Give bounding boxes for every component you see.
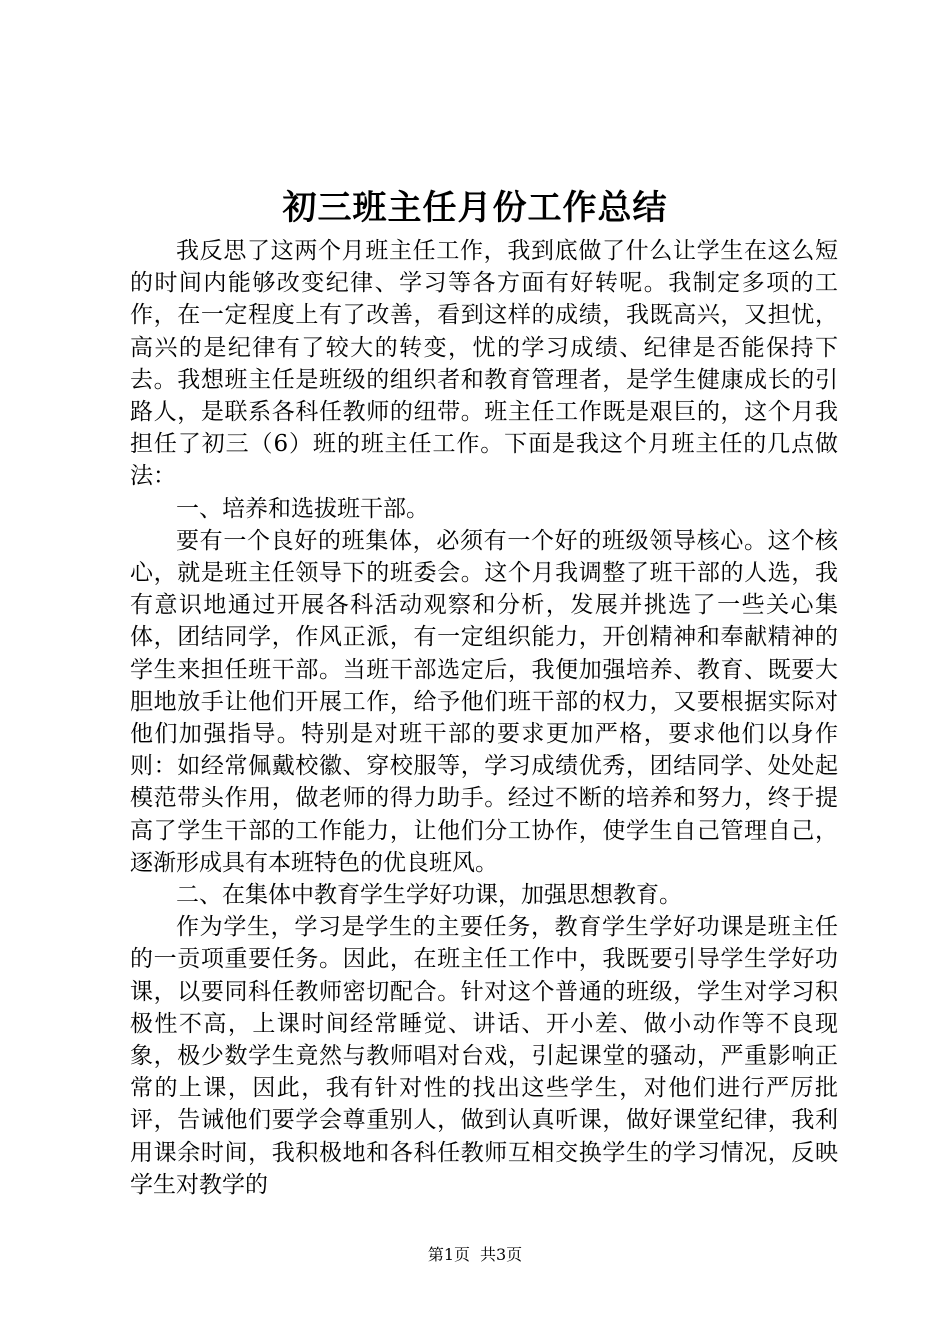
document-title: 初三班主任月份工作总结 xyxy=(282,188,668,228)
paragraph-section-1: 要有一个良好的班集体，必须有一个好的班级领导核心。这个核心，就是班主任领导下的班委会。这个月我调整了班干部的人选，我有意识地通过开展各科活动观察和分析，发展并挑选了一些关心集体，团结同学，作风正派，有一定组织能力，开创精神和奉献精神的学生来担任班干部。当班干部选定后，我便加强培养、教育、既要大胆地放手让他们开展工作，给予他们班干部的权力，又要根据实际对他们加强指导。特别是对班干部的要求更加严格，要求他们以身作则：如经常佩戴校徽、穿校服等，学习成绩优秀，团结同学、处处起模范带头作用，做老师的得力助手。经过不断的培养和努力，终于提高了学生干部的工作能力，让他们分工协作，使学生自己管理自己，逐渐形成具有本班特色的优良班风。 xyxy=(130,527,838,876)
document-body xyxy=(130,235,838,1201)
page-footer xyxy=(0,1244,950,1266)
page-total: 共3页 xyxy=(480,1245,523,1264)
section-heading-1: 一、培养和选拔班干部。 xyxy=(176,495,429,522)
section-heading-2: 二、在集体中教育学生学好功课，加强思想教育。 xyxy=(176,882,682,909)
page-number: 第1页 xyxy=(427,1245,470,1264)
paragraph-section-2: 作为学生，学习是学生的主要任务，教育学生学好功课是班主任的一贡项重要任务。因此，在班主任工作中，我既要引导学生学好功课，以要同科任教师密切配合。针对这个普通的班级，学生对学习积极性不高，上课时间经常睡觉、讲话、开小差、做小动作等不良现象，极少数学生竟然与教师唱对台戏，引起课堂的骚动，严重影响正常的上课，因此，我有针对性的找出这些学生，对他们进行严厉批评，告诫他们要学会尊重别人，做到认真听课，做好课堂纪律，我利用课余时间，我积极地和各科任教师互相交换学生的学习情况，反映学生对教学的 xyxy=(130,914,838,1198)
paragraph-intro: 我反思了这两个月班主任工作，我到底做了什么让学生在这么短的时间内能够改变纪律、学习等各方面有好转呢。我制定多项的工作，在一定程度上有了改善，看到这样的成绩，我既高兴，又担忧，高兴的是纪律有了较大的转变，忧的学习成绩、纪律是否能保持下去。我想班主任是班级的组织者和教育管理者，是学生健康成长的引路人，是联系各科任教师的纽带。班主任工作既是艰巨的，这个月我担任了初三（6）班的班主任工作。下面是我这个月班主任的几点做法： xyxy=(130,238,838,490)
